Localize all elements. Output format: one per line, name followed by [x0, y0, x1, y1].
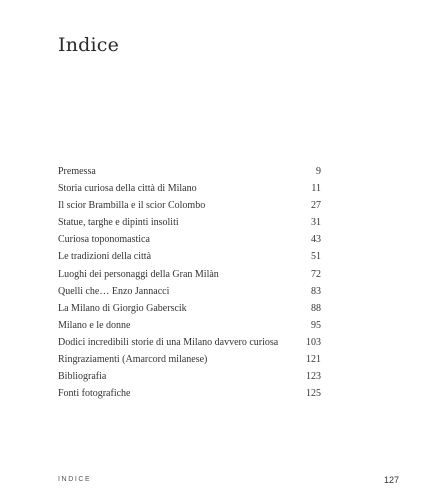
toc-entry-page: 125 — [306, 388, 321, 400]
toc-entry — [58, 200, 321, 217]
toc-entry — [58, 269, 321, 286]
toc-entry-page: 11 — [311, 183, 321, 195]
toc-entry-title: Statue, targhe e dipinti insoliti — [58, 217, 179, 229]
toc-entry-title: Bibliografia — [58, 371, 107, 383]
toc-entry-title: Milano e le donne — [58, 319, 131, 331]
toc-entry-title: Premessa — [58, 166, 96, 177]
toc-entry — [58, 354, 321, 371]
toc-entry-title: Dodici incredibili storie di una Milano davvero curiosa — [58, 336, 279, 348]
toc-entry — [58, 303, 321, 320]
page-number: 127 — [383, 475, 399, 485]
toc-entry-page: 95 — [311, 319, 321, 331]
toc-entry-page: 9 — [316, 166, 321, 177]
toc-entry-title: Le tradizioni della città — [58, 251, 152, 263]
toc-entry-title: Il scior Brambilla e il scior Colombo — [58, 200, 206, 212]
toc-entry-page: 72 — [311, 268, 321, 280]
toc-entry — [58, 217, 321, 234]
toc-entry-title: Storia curiosa della città di Milano — [58, 183, 197, 195]
table-of-contents — [58, 166, 321, 405]
toc-entry — [58, 234, 321, 251]
toc-entry — [58, 388, 321, 405]
toc-entry-page: 31 — [311, 217, 321, 229]
toc-entry-title: Quelli che… Enzo Jannacci — [58, 285, 170, 297]
toc-entry-title: Fonti fotografiche — [58, 388, 131, 400]
toc-entry — [58, 166, 321, 183]
running-footer-section: INDICE — [58, 476, 92, 483]
toc-entry-title: Curiosa toponomastica — [58, 234, 150, 246]
toc-entry — [58, 337, 321, 354]
toc-entry-title: La Milano di Giorgio Gaberscik — [58, 302, 187, 314]
toc-entry-page: 43 — [311, 234, 321, 246]
toc-entry — [58, 251, 321, 268]
toc-entry — [58, 286, 321, 303]
page-title: Indice — [58, 34, 120, 56]
toc-entry-page: 88 — [311, 302, 321, 314]
toc-entry — [58, 320, 321, 337]
toc-entry-page: 103 — [306, 336, 321, 348]
toc-entry-page: 27 — [311, 200, 321, 212]
toc-entry-title: Ringraziamenti (Amarcord milanese) — [58, 354, 208, 366]
toc-entry — [58, 371, 321, 388]
toc-entry-page: 83 — [311, 285, 321, 297]
toc-entry-page: 121 — [306, 354, 321, 366]
toc-entry-title: Luoghi dei personaggi della Gran Milàn — [58, 268, 219, 280]
toc-entry-page: 123 — [306, 371, 321, 383]
toc-entry-page: 51 — [311, 251, 321, 263]
toc-entry — [58, 183, 321, 200]
